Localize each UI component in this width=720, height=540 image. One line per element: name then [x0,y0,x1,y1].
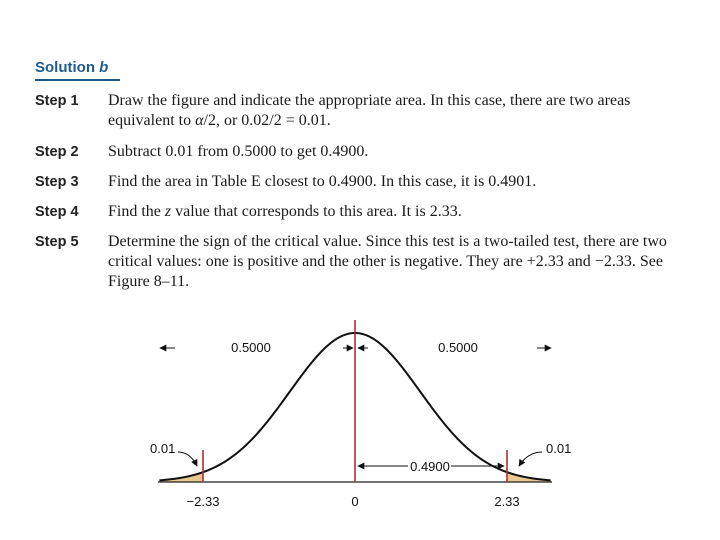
area-left-label: 0.5000 [231,340,271,355]
solution-heading-letter: b [99,59,109,76]
tail-left-leader [178,452,197,466]
tick-label-center: 0 [351,494,359,509]
z-variable: z [164,203,172,220]
step-text-after: /2, or 0.02/2 = 0.01. [203,112,331,129]
step-text: Find the area in Table E closest to 0.4900. In this case, it is 0.4901. [108,173,537,190]
step-label: Step 5 [35,234,79,250]
tick-label-left: −2.33 [186,494,220,509]
tail-right-label: 0.01 [546,441,572,456]
step-text-before: Draw the figure and indicate the appropriate area. In this case, there are two areas equivalent to [108,92,631,129]
solution-heading-label: Solution [35,59,95,76]
step-text: Determine the sign of the critical value. Since this test is a two-tailed test, there are two critical values: one is positive and the other is negative. They are +2.33 and −2.33. See Figure 8–11. [108,233,667,290]
step-label: Step 3 [35,174,79,190]
step-label: Step 4 [35,204,79,220]
area-right-label: 0.5000 [438,340,478,355]
step-label: Step 2 [35,144,79,160]
tick-label-right: 2.33 [494,494,520,509]
tail-left-label: 0.01 [150,441,176,456]
center-area-label: 0.4900 [410,459,450,474]
alpha-symbol: α [195,112,204,129]
step-text-before: Find the [108,203,165,220]
tail-right-leader [519,452,542,466]
step-text: Subtract 0.01 from 0.5000 to get 0.4900. [108,143,369,160]
step-text-after: value that corresponds to this area. It is 2.33. [171,203,462,220]
step-label: Step 1 [35,93,79,109]
